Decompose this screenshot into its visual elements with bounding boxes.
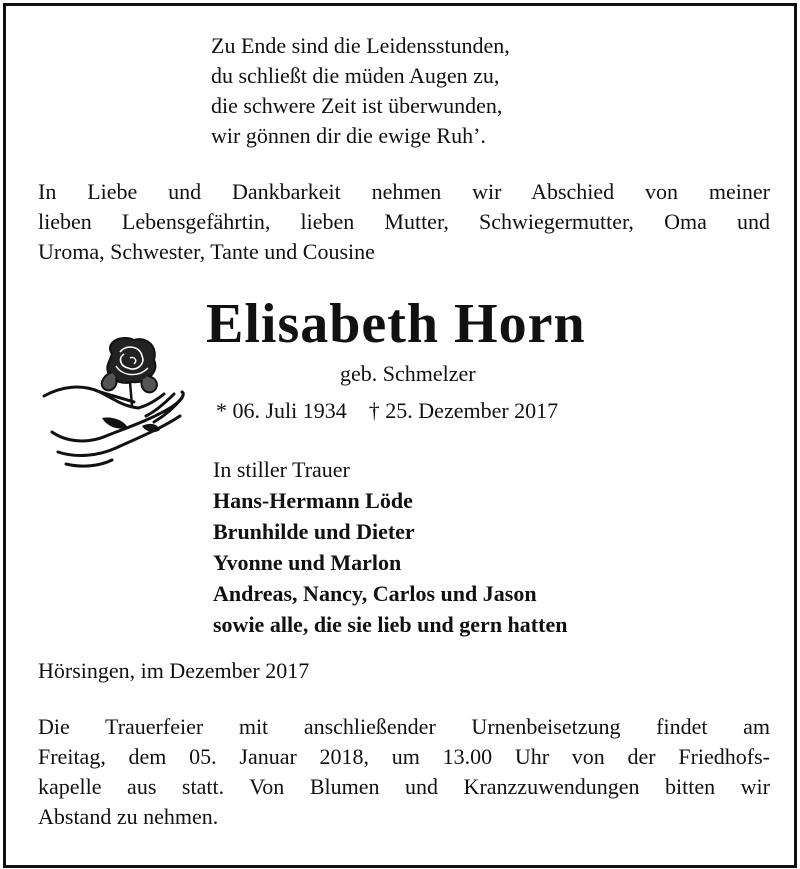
place-and-date: Hörsingen, im Dezember 2017 [38,658,310,683]
obituary-notice [3,3,797,868]
mourners-list [213,454,567,640]
funeral-details [38,712,770,832]
farewell-line: In Liebe und Dankbarkeit nehmen wir Abschied von meiner [38,179,770,204]
mourner-entry: sowie alle, die sie lieb und gern hatten [213,612,568,637]
farewell-text [38,177,770,267]
poem-line: Zu Ende sind die Leidensstunden, [211,33,510,58]
birth-date: * 06. Juli 1934 [216,398,347,423]
farewell-line: Uroma, Schwester, Tante und Cousine [38,239,375,264]
mourner-entry: Hans-Hermann Löde [213,488,413,513]
funeral-line: Freitag, dem 05. Januar 2018, um 13.00 Uhr von der Friedhofs- [38,744,770,769]
birth-name: geb. Schmelzer [340,361,476,386]
mourners-heading: In stiller Trauer [213,457,350,482]
mourner-entry: Brunhilde und Dieter [213,519,415,544]
funeral-line: Abstand zu nehmen. [38,804,219,829]
hands-holding-rose-icon [42,332,202,472]
poem-line: du schließt die müden Augen zu, [211,63,500,88]
life-dates [216,398,558,424]
mourner-entry: Andreas, Nancy, Carlos und Jason [213,581,537,606]
funeral-line: Die Trauerfeier mit anschließender Urnenbeisetzung findet am [38,714,770,739]
memorial-poem [211,31,510,151]
funeral-line: kapelle aus statt. Von Blumen und Kranzzuwendungen bitten wir [38,774,770,799]
poem-line: wir gönnen dir die ewige Ruh’. [211,123,486,148]
death-date: † 25. Dezember 2017 [368,398,559,423]
poem-line: die schwere Zeit ist überwunden, [211,93,503,118]
mourner-entry: Yvonne und Marlon [213,550,402,575]
farewell-line: lieben Lebensgefährtin, lieben Mutter, Schwiegermutter, Oma und [38,209,770,234]
deceased-name: Elisabeth Horn [206,293,586,355]
